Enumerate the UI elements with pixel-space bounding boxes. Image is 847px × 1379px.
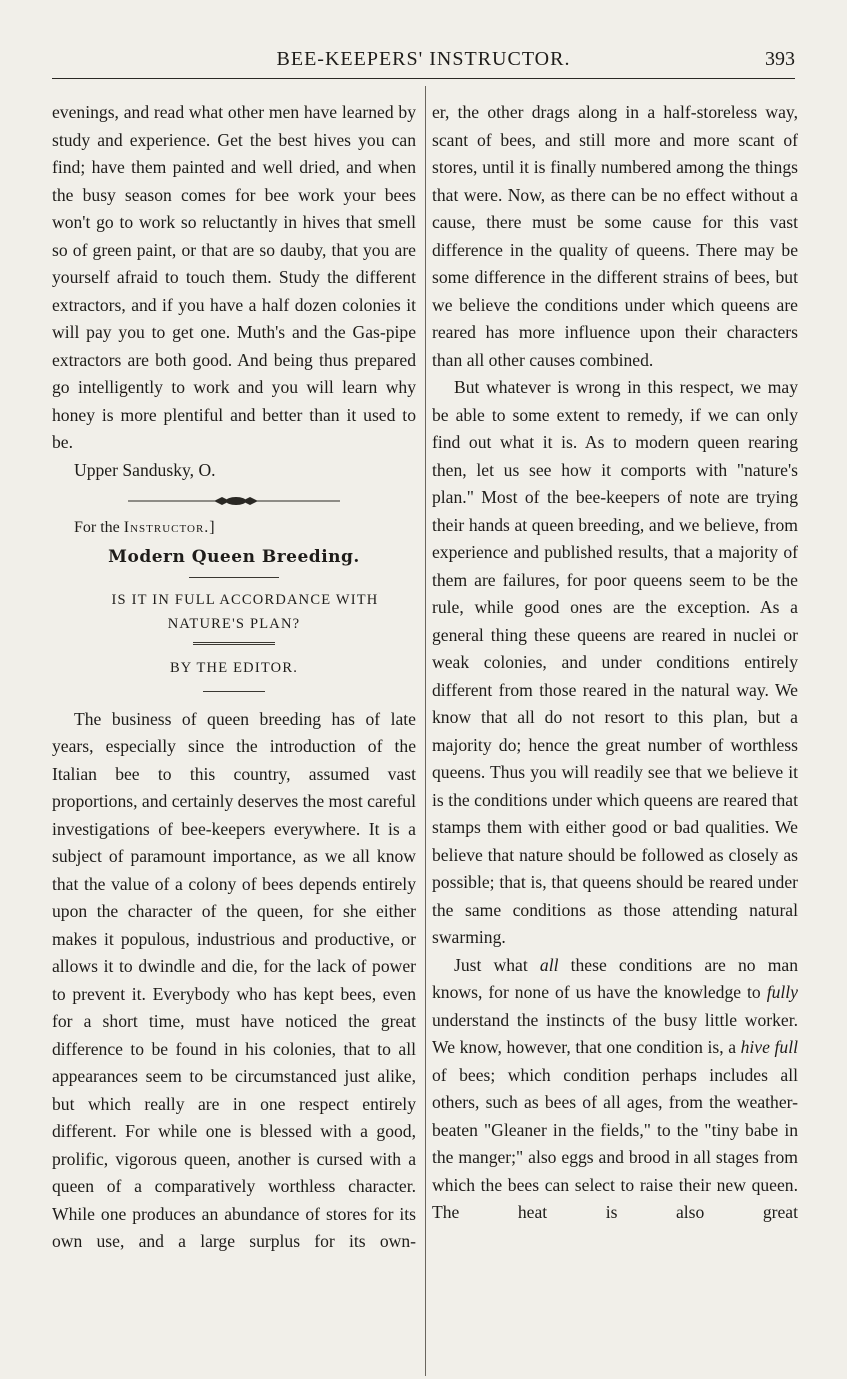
ornament-icon: [114, 490, 354, 512]
article-title: Modern Queen Breeding.: [108, 546, 360, 567]
article-subtitle: IS IT IN FULL ACCORDANCE WITH NATURE'S PLAN?: [111, 592, 379, 632]
left-column: [52, 99, 416, 1256]
text-segment: these conditions are no man knows, for none of us have the knowledge to: [432, 954, 799, 1002]
byline-rule: [203, 691, 265, 692]
text-segment: understand the instincts of the busy little worker. We know, however, that one condition is, a: [432, 1009, 798, 1057]
page-header: [0, 48, 847, 78]
emphasis-text: fully: [766, 982, 798, 1002]
emphasis-text: all: [539, 954, 559, 975]
text-segment: of bees; which condition perhaps includes all others, such as bees of all ages, from the weather-beaten "Gleaner in the fields," to the "tiny babe in the manger;" also eggs and brood in all stages from which the bees can select to raise their new queen. The heat is also great: [432, 1064, 798, 1222]
source-prefix: For the: [74, 519, 120, 536]
page-number: 393: [765, 48, 795, 70]
intro-paragraph: evenings, and read what other men have learned by study and experience. Get the best hives you can find; have them painted and well dried, and when the busy season comes for bee work your bees won't go to work so reluctantly in hives that smell so of green paint, or that are so dauby, that you are yourself afraid to touch them. Study the different extractors, and if you have a half dozen colonies it will pay you to get one. Muth's and the Gas-pipe extractors are both good. And being thus prepared go intelligently to work and you will learn why honey is more plentiful and better than it used to be.: [52, 102, 416, 452]
source-name: Instructor.]: [123, 519, 216, 536]
right-column: [432, 99, 798, 1227]
text-segment: Just what: [454, 954, 528, 975]
title-rule: [189, 577, 279, 578]
conditions-paragraph: [432, 952, 798, 1227]
remedy-paragraph: But whatever is wrong in this respect, we may be able to some extent to remedy, if we can only find out what it is. As to modern queen rearing then, let us see how it comports with "nature's plan." Most of the bee-keepers of note are trying their hands at queen breeding, and we believe, from experience and published results, that a majority of them are failures, for poor queens seem to be the rule, while good ones are the exception. As a general thing these queens are reared in nuclei or weak colonies, and under conditions entirely different from those reared in the natural way. We know that all do not resort to this plan, but a majority do; hence the great number of worthless queens. Thus you will readily see that we believe it is the conditions under which queens are reared that stamps them with either good or bad qualities. We believe that nature should be followed as closely as possible; that is, that queens should be reared under the same conditions as those attending natural swarming.: [432, 377, 798, 947]
subtitle-rule: [193, 642, 275, 645]
ornamental-divider: [52, 490, 416, 512]
continued-paragraph: er, the other drags along in a half-storeless way, scant of bees, and still more and more scant of stores, until it is finally numbered among the things that were. Now, as there can be no effect without a cause, there must be some cause for this vast difference in the quality of queens. There may be some difference in the different strains of bees, but we believe the conditions under which queens are reared has more influence upon their characters than all other causes combined.: [432, 102, 798, 370]
place-line: Upper Sandusky, O.: [74, 459, 216, 480]
emphasis-text: hive full: [740, 1037, 798, 1057]
running-title: BEE-KEEPERS' INSTRUCTOR.: [276, 48, 571, 70]
article-body-paragraph: The business of queen breeding has of late years, especially since the introduction of the Italian bee to this country, assumed vast proportions, and certainly deserves the most careful investigations of bee-keepers everywhere. It is a subject of paramount importance, as we all know that the value of a colony of bees depends entirely upon the character of the queen, for she either makes it populous, industrious and productive, or allows it to dwindle and die, for the lack of power to prevent it. Everybody who has kept bees, even for a short time, must have noticed the great difference to be found in his colonies, that to all appearances seem to be circumstanced just alike, but which really are in one respect entirely different. For while one is blessed with a good, prolific, vigorous queen, another is cursed with a queen of a comparatively worthless character. While one produces an abundance of stores for its own use, and a large surplus for its own-: [52, 708, 416, 1251]
source-line: [52, 514, 416, 542]
byline: BY THE EDITOR.: [169, 660, 299, 676]
column-divider: [425, 86, 426, 1376]
header-rule: [52, 78, 795, 79]
